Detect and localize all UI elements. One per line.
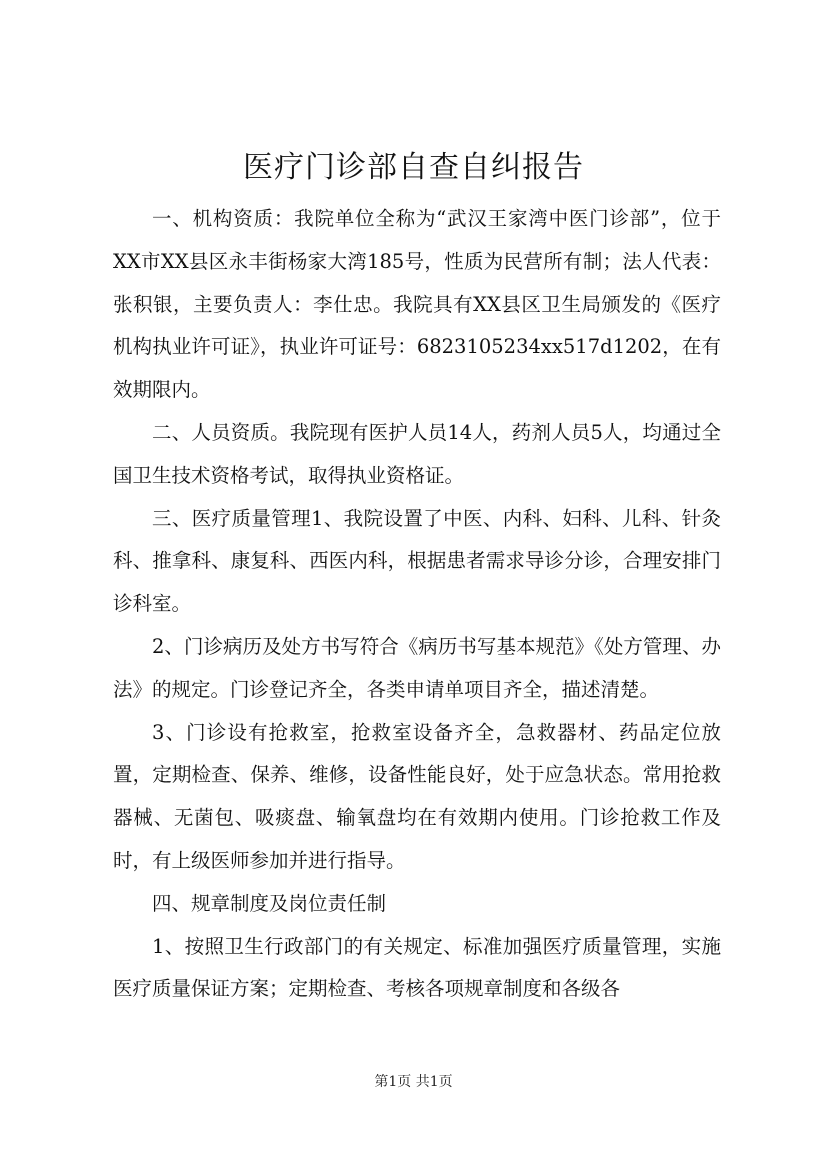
page-number-footer: 第1页 共1页 <box>374 1074 453 1090</box>
paragraph-medical-records: 2、门诊病历及处方书写符合《病历书写基本规范》《处方管理、办法》的规定。门诊登记齐全，各类申请单项目齐全，描述清楚。 <box>113 634 721 701</box>
paragraph-quality-management: 三、医疗质量管理1、我院设置了中医、内科、妇科、儿科、针灸科、推拿科、康复科、西医内科，根据患者需求导诊分诊，合理安排门诊科室。 <box>113 506 721 616</box>
document-body <box>113 198 721 1011</box>
paragraph-personnel-qualification: 二、人员资质。我院现有医护人员14人，药剂人员5人，均通过全国卫生技术资格考试，取得执业资格证。 <box>113 420 721 487</box>
paragraph-institution-qualification: 一、机构资质：我院单位全称为“武汉王家湾中医门诊部”，位于XX市XX县区永丰街杨家大湾185号，性质为民营所有制；法人代表：张积银，主要负责人：李仕忠。我院具有XX县区卫生局颁发的《医疗机构执业许可证》，执业许可证号：6823105234xx517d1202，在有效期限内。 <box>113 207 721 402</box>
document-title: 医疗门诊部自查自纠报告 <box>243 150 584 185</box>
paragraph-rules-heading: 四、规章制度及岗位责任制 <box>152 891 387 915</box>
paragraph-rules-item-1: 1、按照卫生行政部门的有关规定、标准加强医疗质量管理，实施医疗质量保证方案；定期检查、考核各项规章制度和各级各 <box>113 934 721 1001</box>
paragraph-rescue-room: 3、门诊设有抢救室，抢救室设备齐全，急救器材、药品定位放置，定期检查、保养、维修，设备性能良好，处于应急状态。常用抢救器械、无菌包、吸痰盘、输氧盘均在有效期内使用。门诊抢救工作及时，有上级医师参加并进行指导。 <box>113 720 721 872</box>
